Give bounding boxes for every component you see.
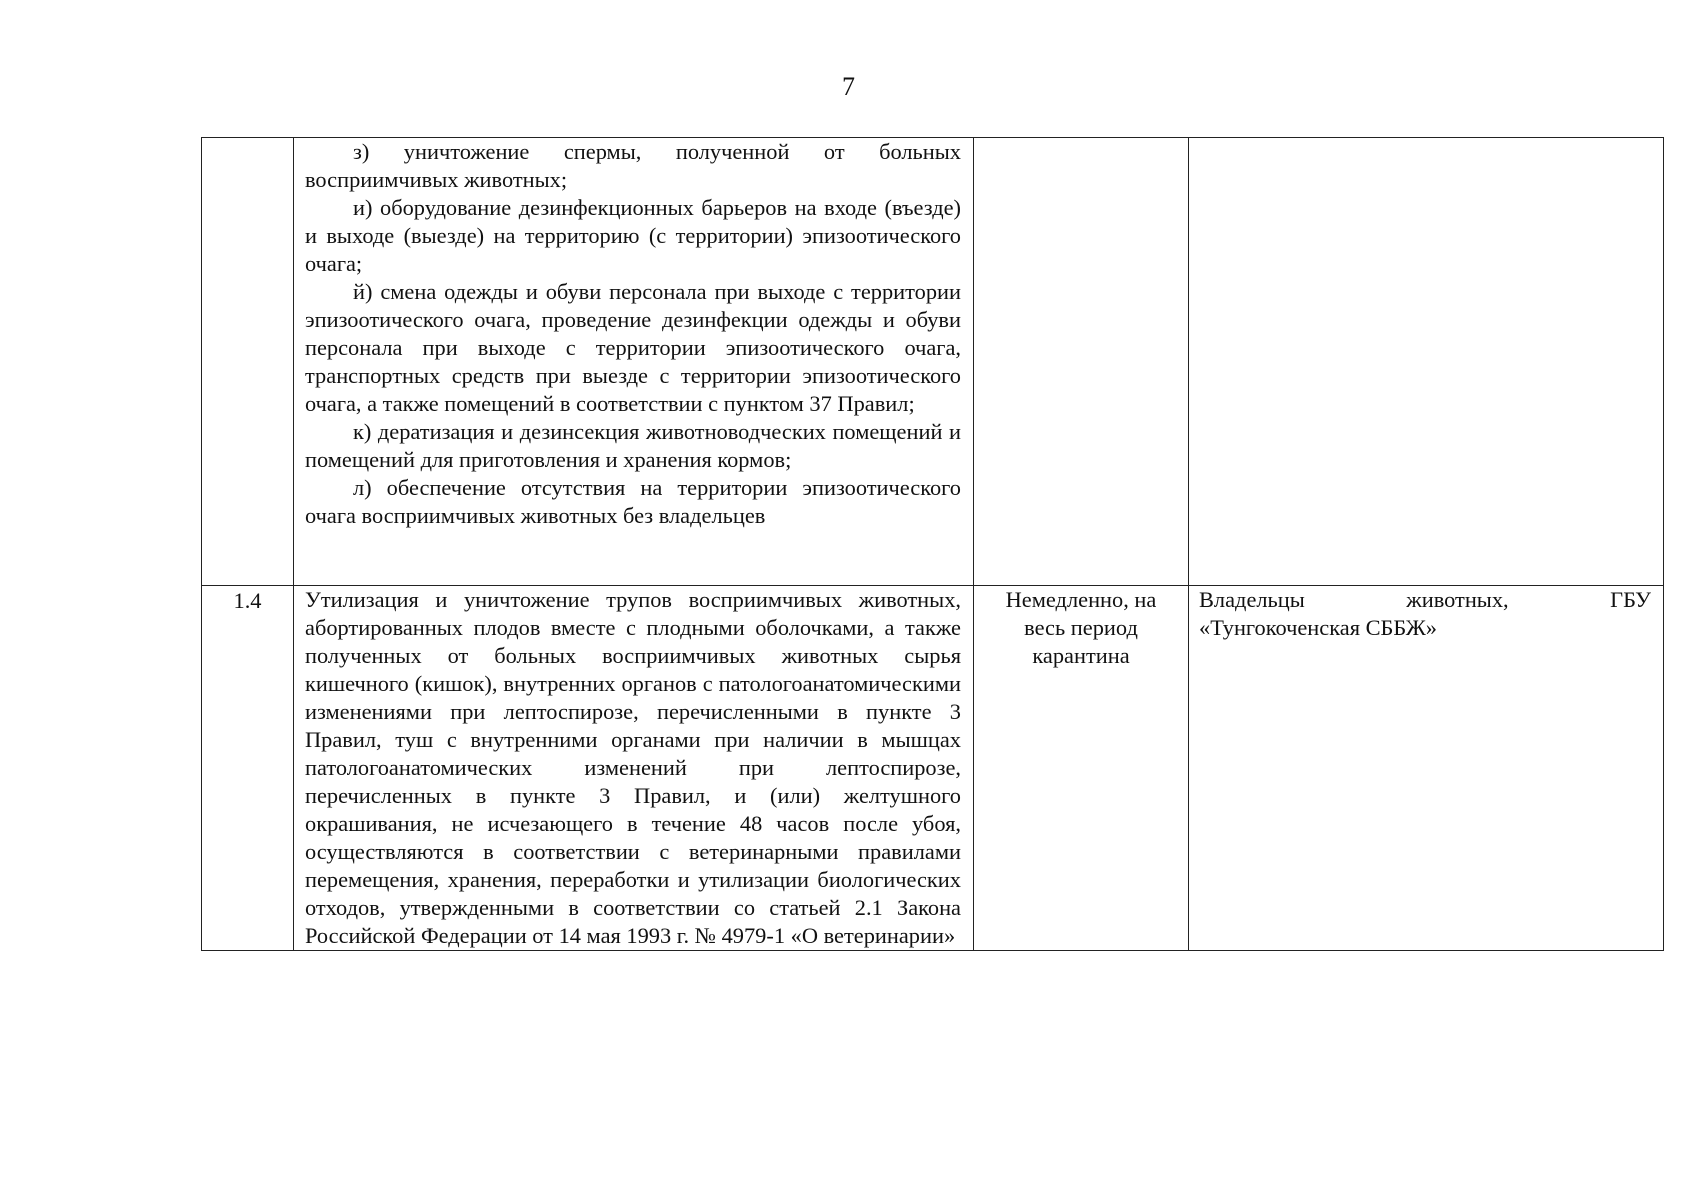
responsible-word: животных, — [1406, 587, 1509, 612]
measure-paragraph: и) оборудование дезинфекционных барьеров на входе (въезде) и выходе (выезде) на территорию (с территории) эпизоотического очага; — [305, 195, 961, 276]
responsible-word: ГБУ — [1610, 587, 1651, 612]
responsible-cell — [1189, 138, 1664, 586]
row-number-cell: 1.4 — [202, 586, 294, 951]
term-cell — [974, 586, 1189, 951]
table-row — [202, 138, 1664, 586]
measure-text-cell — [294, 586, 974, 951]
responsible-line: «Тунгокоченская СББЖ» — [1199, 615, 1437, 640]
term-line: весь период — [1024, 615, 1138, 640]
measure-paragraph: Утилизация и уничтожение трупов восприимчивых животных, абортированных плодов вместе с плодными оболочками, а также полученных от больных восприимчивых животных сырья кишечного (кишок), внутренних органов с патологоанатомическими изменениями при лептоспирозе, перечисленными в пункте 3 Правил, туш с внутренними органами при наличии в мышцах патологоанатомических изменений при лептоспирозе, перечисленных в пункте 3 Правил, и (или) желтушного окрашивания, не исчезающего в течение 48 часов после убоя, осуществляются в соответствии с ветеринарными правилами перемещения, хранения, переработки и утилизации биологических отходов, утвержденными в соответствии со статьей 2.1 Закона Российской Федерации от 14 мая 1993 г. № 4979-1 «О ветеринарии» — [305, 587, 961, 948]
measure-paragraph: л) обеспечение отсутствия на территории эпизоотического очага восприимчивых животных без владельцев — [305, 475, 961, 528]
term-line: Немедленно, на — [1005, 587, 1157, 612]
row-number-cell — [202, 138, 294, 586]
measure-paragraph: к) дератизация и дезинсекция животноводческих помещений и помещений для приготовления и хранения кормов; — [305, 419, 961, 472]
page-number: 7 — [842, 72, 855, 101]
table-row — [202, 586, 1664, 951]
term-cell — [974, 138, 1189, 586]
responsible-cell — [1189, 586, 1664, 951]
responsible-word: Владельцы — [1199, 587, 1305, 612]
responsible-line — [1199, 586, 1651, 614]
measure-text-cell — [294, 138, 974, 586]
measure-paragraph: й) смена одежды и обуви персонала при выходе с территории эпизоотического очага, проведение дезинфекции одежды и обуви персонала при выходе с территории эпизоотического очага, транспортных средств при выезде с территории эпизоотического очага, а также помещений в соответствии с пунктом 37 Правил; — [305, 279, 961, 416]
measures-table — [201, 137, 1664, 951]
measure-paragraph: з) уничтожение спермы, полученной от больных восприимчивых животных; — [305, 139, 961, 192]
term-line: карантина — [1032, 643, 1130, 668]
